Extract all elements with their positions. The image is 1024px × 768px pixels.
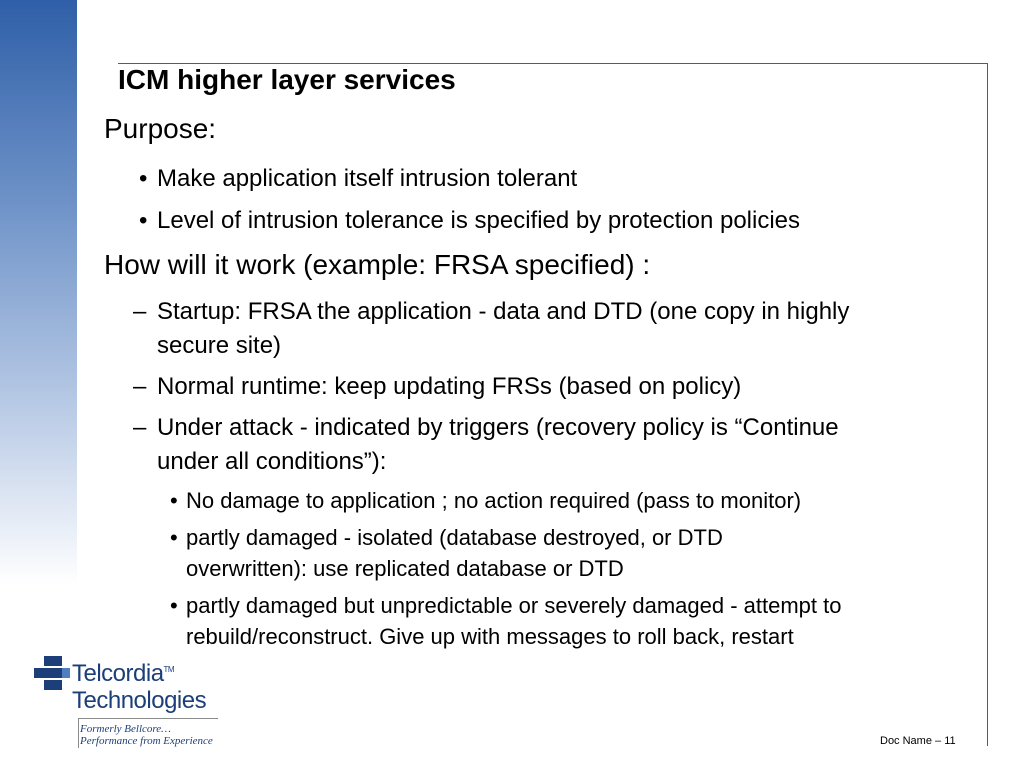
telcordia-logo (34, 656, 234, 751)
purpose-bullet-1-text: Make application itself intrusion tolerant (157, 165, 578, 192)
slide-title: ICM higher layer services (118, 64, 456, 95)
logo-tagline-2: Performance from Experience (80, 735, 213, 747)
purpose-bullet-2 (139, 204, 957, 238)
logo-tagline-1: Formerly Bellcore… (80, 723, 171, 735)
bullet-marker: • (170, 525, 178, 550)
bullet-marker: • (139, 165, 148, 192)
dash-marker: – (133, 414, 147, 441)
purpose-bullet-1 (139, 162, 957, 196)
dash-marker: – (133, 298, 147, 325)
attack-subitem-3-text: partly damaged but unpredictable or severely damaged - attempt to rebuild/reconstruct. Give up with messages to roll back, restart (186, 593, 842, 649)
how-item-2 (133, 370, 917, 404)
how-item-3-text: Under attack - indicated by triggers (recovery policy is “Continue under all conditions”): (157, 414, 839, 475)
logo-divider-vertical (78, 718, 79, 748)
dash-marker: – (133, 373, 147, 400)
bullet-marker: • (170, 488, 178, 513)
how-item-1 (133, 295, 917, 363)
how-item-3 (133, 411, 857, 479)
how-heading: How will it work (example: FRSA specified) : (104, 249, 651, 280)
how-item-2-text: Normal runtime: keep updating FRSs (based on policy) (157, 373, 742, 400)
purpose-heading: Purpose: (104, 113, 217, 144)
left-gradient-bar (0, 0, 77, 585)
attack-subitem-2 (170, 522, 846, 584)
bullet-marker: • (139, 207, 148, 234)
bullet-marker: • (170, 593, 178, 618)
purpose-bullet-2-text: Level of intrusion tolerance is specified by protection policies (157, 207, 801, 234)
logo-tagline (80, 723, 213, 747)
logo-divider (78, 718, 218, 719)
attack-subitem-3 (170, 590, 956, 652)
attack-subitem-2-text: partly damaged - isolated (database destroyed, or DTD overwritten): use replicated database or DTD (186, 525, 723, 581)
logo-trademark: TM (163, 665, 175, 674)
logo-name-line1: Telcordia (72, 660, 164, 687)
attack-subitem-1-text: No damage to application ; no action required (pass to monitor) (186, 488, 802, 513)
how-item-1-text: Startup: FRSA the application - data and DTD (one copy in highly secure site) (157, 298, 850, 359)
telcordia-mark-icon (34, 656, 70, 692)
attack-subitem-1 (170, 485, 946, 516)
logo-wordmark (72, 656, 206, 714)
frame-right-rule (987, 63, 988, 746)
footer-doc-name: Doc Name – 11 (880, 735, 956, 747)
logo-name-line2: Technologies (72, 687, 207, 714)
